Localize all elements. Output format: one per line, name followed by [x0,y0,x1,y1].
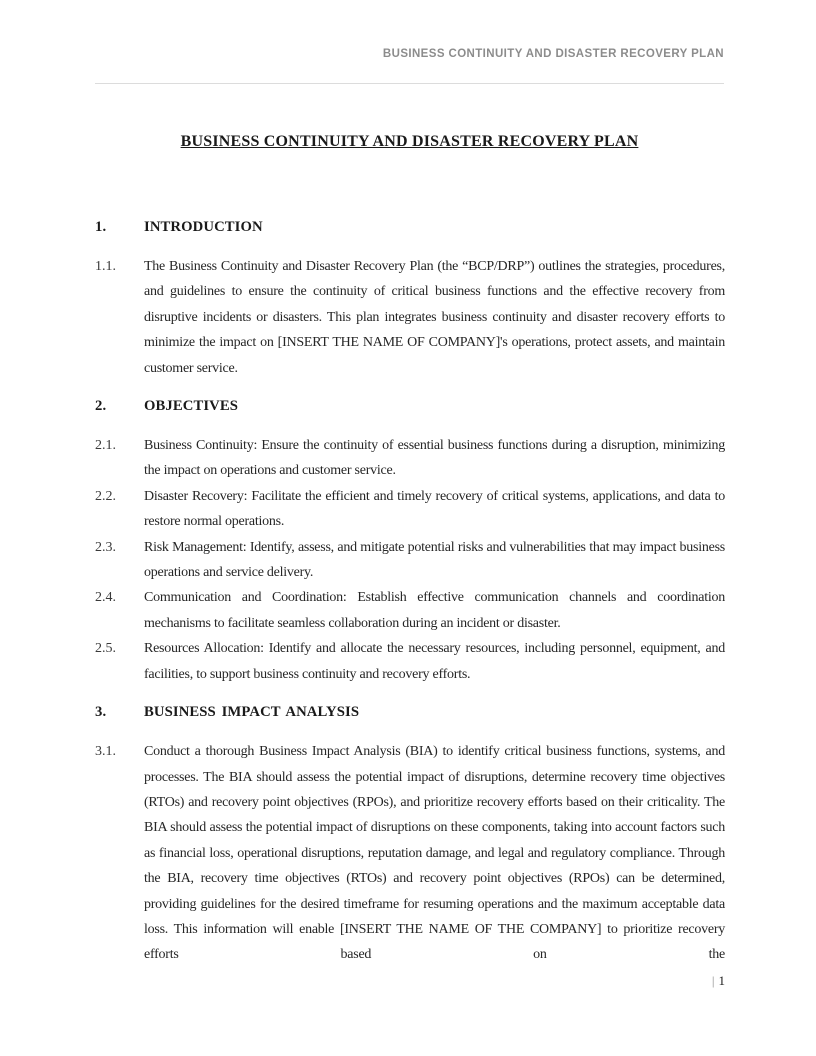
section-heading-label: INTRODUCTION [144,219,263,235]
clause-number: 2.3. [95,539,116,555]
document-title-text: BUSINESS CONTINUITY AND DISASTER RECOVERY PLAN [180,133,639,150]
footer-separator: | [711,973,715,988]
clause-text: Risk Management: Identify, assess, and mitigate potential risks and vulnerabilities that may impact business operations and service delivery. [144,539,725,581]
clause [95,254,725,381]
clause-number: 2.5. [95,641,116,657]
clause-number: 2.2. [95,488,116,504]
document-title [95,133,724,151]
page-number: 1 [718,973,725,988]
clause-text: Communication and Coordination: Establish effective communication channels and coordination mechanisms to facilitate seamless collaboration during an incident or disaster. [144,590,725,631]
document-body [95,216,725,982]
clause-number: 3.1. [95,744,116,760]
clause [95,433,725,484]
running-header: BUSINESS CONTINUITY AND DISASTER RECOVERY PLAN [382,48,724,60]
section-heading [95,216,725,238]
clause-text: The Business Continuity and Disaster Recovery Plan (the “BCP/DRP”) outlines the strategies, procedures, and guidelines to ensure the continuity of critical business functions and the effective recovery from disruptive incidents or disasters. This plan integrates business continuity and disaster recovery efforts to minimize the impact on [INSERT THE NAME OF COMPANY]'s operations, protect assets, and maintain customer service. [144,259,725,376]
clause [95,535,725,586]
clause-text: Business Continuity: Ensure the continuity of essential business functions during a disruption, minimizing the impact on operations and customer service. [144,438,725,479]
section-number: 3. [95,704,107,721]
clause-text: Conduct a thorough Business Impact Analysis (BIA) to identify critical business functions, systems, and processes. The BIA should assess the potential impact of disruptions, determine recovery time objectives (RTOs) and recovery point objectives (RPOs), and prioritize recovery efforts based on their criticality. The BIA should assess the potential impact of disruptions on these components, taking into account factors such as financial loss, operational disruptions, reputation damage, and legal and regulatory compliance. Through the BIA, recovery time objectives (RTOs) and recovery point objectives (RPOs) can be determined, providing guidelines for the desired timeframe for resuming operations and the maximum acceptable data loss. This information will enable [INSERT THE NAME OF THE COMPANY] to prioritize recovery efforts based on the [144,744,725,963]
clause-number: 2.1. [95,438,116,454]
section-introduction [95,216,725,381]
section-heading-label: BUSINESS IMPACT ANALYSIS [144,704,360,721]
clause [95,585,725,636]
section-business-impact-analysis [95,701,725,968]
section-number: 1. [95,219,107,235]
clause-text: Resources Allocation: Identify and allocate the necessary resources, including personnel, equipment, and facilities, to support business continuity and recovery efforts. [144,641,725,682]
clause [95,739,725,968]
page-footer [712,973,725,989]
clause [95,484,725,535]
clause-number: 1.1. [95,259,116,274]
header-divider [95,83,724,84]
clause [95,636,725,687]
section-heading-label: OBJECTIVES [144,398,239,415]
section-heading [95,395,725,417]
clause-text: Disaster Recovery: Facilitate the efficient and timely recovery of critical systems, applications, and data to restore normal operations. [144,488,725,530]
clause-number: 2.4. [95,590,116,606]
section-number: 2. [95,398,107,415]
section-heading [95,701,725,723]
section-objectives [95,395,725,687]
